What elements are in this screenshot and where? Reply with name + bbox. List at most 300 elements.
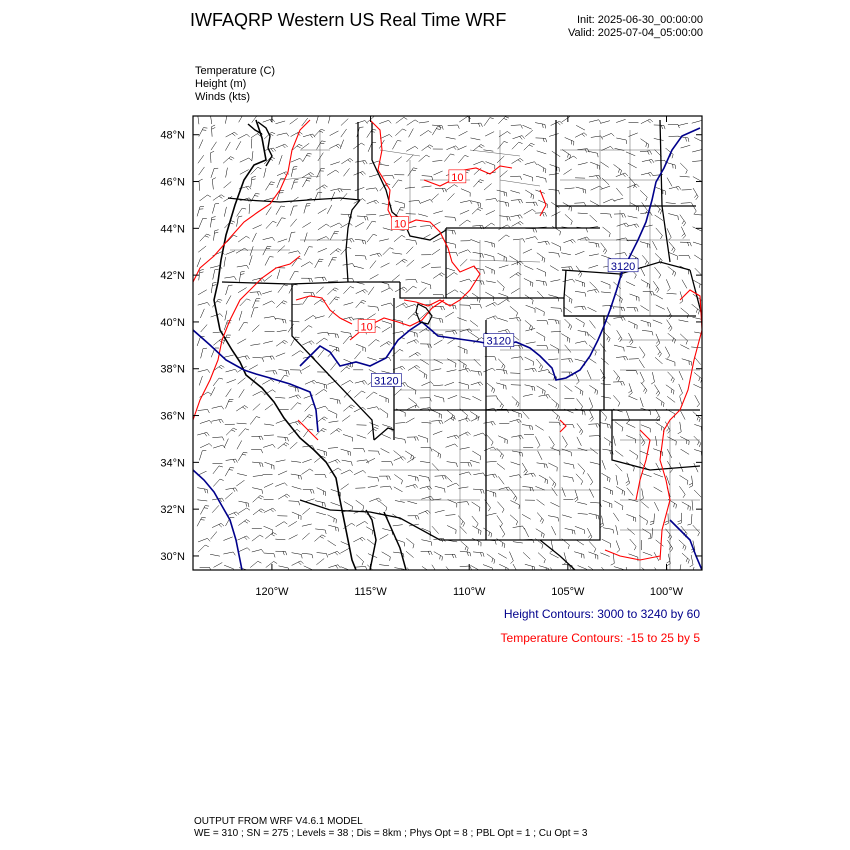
wind-barb — [382, 552, 391, 557]
wind-barb — [250, 417, 256, 425]
wind-barb — [341, 365, 348, 372]
wind-barb — [589, 513, 599, 515]
wind-barb-flag — [441, 306, 443, 310]
wind-barb — [278, 471, 287, 475]
wind-barb-flag — [313, 315, 316, 317]
wind-barb-flag — [532, 386, 533, 390]
wind-barb — [461, 189, 470, 193]
wind-barb-flag — [232, 133, 235, 136]
wind-barb — [238, 236, 246, 242]
wind-barb — [393, 525, 403, 526]
wind-barb — [551, 243, 560, 247]
wind-barb — [199, 451, 202, 461]
wind-barb — [330, 398, 340, 400]
wind-barb — [483, 150, 493, 151]
wind-barb-flag — [466, 365, 467, 369]
wind-barb-flag — [531, 474, 533, 477]
wind-barb — [433, 238, 442, 242]
wind-barb-flag — [285, 319, 286, 323]
wind-barb-flag — [325, 277, 327, 281]
wind-barb — [511, 462, 520, 465]
wind-barb — [224, 257, 226, 267]
wind-barb — [446, 444, 455, 447]
wind-barb — [353, 318, 363, 319]
wind-barb-flag — [387, 414, 388, 418]
wind-barb — [460, 259, 467, 266]
wind-barb-flag — [558, 320, 559, 324]
wind-barb-flag — [470, 463, 471, 467]
wind-barb — [470, 411, 478, 416]
wind-barb — [239, 501, 249, 503]
wind-barb — [513, 239, 523, 240]
wind-barb — [535, 307, 544, 311]
wind-barb-flag — [351, 317, 353, 320]
wind-barb-flag — [672, 154, 673, 158]
wind-barb — [537, 151, 547, 154]
wind-barb-flag — [636, 184, 639, 187]
wind-barb-flag — [521, 357, 523, 360]
wind-barb-flag — [686, 341, 687, 345]
wind-barb-flag — [611, 563, 615, 565]
wind-barb-flag — [699, 443, 701, 447]
wind-barb — [513, 564, 518, 573]
wind-barb-flag — [324, 389, 327, 391]
wind-barb-flag — [508, 329, 510, 332]
wind-barb-flag — [541, 533, 542, 537]
wind-barb — [239, 322, 244, 331]
wind-barb — [692, 476, 693, 486]
wind-barb — [656, 463, 661, 472]
wind-barb-flag — [586, 228, 587, 232]
wind-barb — [199, 376, 202, 385]
wind-barb-flag — [247, 508, 250, 510]
wind-barb — [589, 436, 599, 437]
wind-barb — [578, 213, 588, 214]
wind-barb — [669, 242, 675, 250]
wind-barb-flag — [518, 403, 520, 407]
wind-barb — [369, 174, 379, 177]
wind-barb — [225, 493, 232, 500]
wind-barb — [525, 357, 534, 362]
lat-tick-label: 32°N — [160, 504, 185, 517]
wind-barb — [654, 267, 660, 275]
wind-barb — [497, 448, 504, 455]
wind-barb — [406, 146, 415, 151]
wind-barb — [473, 252, 483, 254]
wind-barb — [422, 566, 430, 572]
wind-barb — [277, 330, 287, 332]
wind-barb-flag — [645, 261, 647, 265]
wind-barb-flag — [621, 317, 623, 320]
wind-barb — [524, 143, 531, 150]
wind-barb-flag — [469, 329, 471, 332]
wind-barb-flag — [211, 219, 215, 220]
wind-barb — [314, 299, 322, 305]
wind-barb — [316, 559, 324, 565]
wind-barb-flag — [612, 305, 614, 309]
wind-barb-flag — [516, 274, 519, 276]
wind-barb — [694, 214, 704, 215]
wind-barb — [263, 341, 273, 343]
wind-barb-flag — [441, 273, 444, 275]
wind-barb — [691, 514, 692, 524]
wind-barb — [578, 331, 588, 333]
wind-barb — [200, 444, 209, 448]
wind-barb — [589, 120, 599, 122]
wind-barb — [483, 565, 492, 568]
wind-barb-flag — [273, 356, 275, 360]
wind-barb — [679, 540, 686, 547]
wind-barb-flag — [540, 518, 542, 522]
wind-barb — [550, 164, 559, 167]
wind-barb — [640, 306, 648, 311]
wind-barb-flag — [492, 558, 493, 562]
wind-barb-flag — [207, 302, 209, 305]
wind-barb — [484, 184, 492, 190]
wind-barb — [681, 203, 691, 204]
wind-barb — [327, 515, 336, 520]
wind-barb — [694, 255, 702, 260]
wind-barb-flag — [362, 561, 364, 565]
wind-barb-flag — [400, 367, 403, 370]
wind-barb — [537, 320, 547, 321]
wind-barb — [213, 445, 223, 448]
wind-barb-flag — [520, 136, 523, 139]
wind-barb-flag — [402, 304, 405, 307]
wind-barb — [642, 473, 651, 476]
wind-barb — [668, 214, 678, 217]
wind-barb-flag — [569, 298, 570, 302]
wind-barb — [291, 167, 293, 177]
wind-barb-flag — [489, 532, 490, 536]
wind-barb — [457, 502, 467, 503]
wind-barb-flag — [618, 337, 620, 340]
wind-barb-flag — [596, 424, 598, 428]
wind-barb-flag — [658, 575, 660, 578]
wind-barb-flag — [624, 347, 625, 351]
wind-barb — [210, 153, 211, 163]
wind-barb — [226, 285, 229, 295]
wind-barb — [588, 242, 598, 244]
wind-barb-flag — [405, 439, 406, 443]
wind-barb — [292, 553, 302, 555]
wind-barb — [590, 201, 599, 206]
wind-barb-flag — [299, 501, 300, 505]
wind-barb-flag — [648, 144, 649, 148]
wind-barb-flag — [440, 319, 441, 323]
wind-barb-flag — [213, 282, 217, 283]
wind-barb-flag — [288, 371, 289, 375]
wind-barb-flag — [246, 503, 247, 507]
wind-barb — [418, 435, 428, 438]
wind-barb-flag — [533, 229, 534, 233]
wind-barb-flag — [362, 240, 363, 244]
wind-barb-flag — [666, 428, 669, 431]
wind-barb-flag — [573, 478, 574, 482]
wind-barb — [680, 215, 686, 223]
wind-barb — [472, 516, 478, 524]
wind-barb — [225, 488, 235, 490]
wind-barb-flag — [505, 330, 507, 333]
wind-barb — [485, 266, 494, 270]
wind-barb — [549, 189, 559, 190]
wind-barb — [289, 535, 298, 540]
wind-barb — [367, 539, 375, 545]
wind-barb-flag — [210, 112, 213, 114]
lat-tick-label: 30°N — [160, 550, 185, 563]
wind-barb — [432, 125, 442, 126]
wind-barb — [656, 422, 664, 427]
wind-barb-flag — [246, 520, 249, 522]
wind-barb — [444, 154, 450, 162]
wind-barb — [422, 176, 432, 177]
wind-barb-flag — [546, 464, 547, 468]
wind-barb — [551, 331, 561, 332]
wind-barb — [327, 170, 335, 175]
wind-barb-flag — [377, 326, 381, 328]
wind-barb — [210, 532, 216, 540]
wind-barb — [446, 185, 454, 191]
wind-barb — [328, 281, 338, 282]
wind-barb-flag — [212, 128, 216, 130]
wind-barb-flag — [389, 120, 392, 123]
wind-barb — [302, 459, 311, 462]
wind-barb-flag — [389, 134, 392, 137]
wind-barb — [382, 425, 392, 428]
wind-barb — [474, 433, 483, 436]
wind-barb — [667, 307, 672, 316]
wind-barb-flag — [689, 483, 693, 485]
wind-barb — [237, 423, 247, 424]
wind-barb — [354, 266, 364, 268]
wind-barb-flag — [233, 428, 237, 430]
wind-barb-flag — [545, 479, 546, 483]
wind-barb-flag — [415, 354, 418, 357]
wind-barb-flag — [334, 299, 338, 300]
wind-barb-flag — [313, 293, 314, 297]
wind-barb — [617, 330, 622, 338]
wind-barb-flag — [322, 277, 324, 281]
wind-barb — [226, 428, 233, 435]
wind-barb-flag — [252, 176, 256, 177]
wind-barb — [394, 451, 402, 457]
wind-barb — [548, 384, 557, 389]
wind-barb-flag — [558, 517, 559, 521]
wind-barb — [602, 449, 612, 450]
wind-barb — [276, 301, 283, 308]
wind-barb-flag — [533, 195, 534, 199]
wind-barb-flag — [309, 278, 310, 282]
wind-barb-flag — [500, 453, 502, 457]
wind-barb — [251, 308, 254, 318]
wind-barb-flag — [275, 371, 277, 375]
wind-barb — [236, 480, 244, 486]
wind-barb — [679, 475, 687, 480]
wind-barb — [498, 141, 504, 149]
wind-barb — [275, 121, 285, 124]
wind-barb-flag — [325, 406, 328, 409]
wind-barb — [470, 460, 480, 463]
wind-barb-flag — [672, 247, 674, 251]
wind-barb-flag — [398, 180, 402, 181]
wind-barb-flag — [428, 130, 431, 132]
wind-barb — [227, 379, 236, 383]
wind-barb-flag — [650, 119, 653, 122]
wind-barb — [200, 420, 209, 423]
wind-barb — [288, 521, 296, 526]
wind-barb-flag — [532, 426, 533, 430]
wind-barb-flag — [650, 212, 652, 215]
wind-barb — [512, 221, 521, 226]
wind-barb — [211, 142, 217, 150]
wind-barb — [680, 334, 687, 341]
wind-barb-flag — [231, 430, 235, 432]
wind-barb-flag — [417, 365, 420, 367]
wind-barb-flag — [679, 186, 681, 189]
wind-barb-flag — [350, 158, 353, 160]
wind-barb-flag — [698, 533, 700, 537]
wind-barb — [522, 463, 527, 472]
wind-barb — [420, 225, 430, 226]
wind-barb-flag — [217, 301, 221, 302]
wind-barb — [445, 382, 454, 385]
wind-barb — [575, 133, 584, 138]
wind-barb — [551, 526, 555, 535]
wind-barb — [433, 211, 443, 214]
wind-barb — [578, 448, 588, 451]
wind-barb-flag — [261, 449, 263, 453]
wind-barb — [680, 345, 689, 350]
wind-barb — [524, 528, 528, 537]
wind-barb — [238, 134, 247, 139]
wind-barb — [680, 163, 687, 170]
wind-barb-flag — [611, 133, 614, 136]
wind-barb — [694, 463, 698, 472]
wind-barb-flag — [689, 255, 691, 259]
wind-barb-flag — [300, 158, 303, 161]
wind-barb — [565, 214, 572, 221]
wind-barb-flag — [379, 498, 382, 501]
wind-barb — [197, 258, 201, 267]
wind-barb — [548, 319, 558, 320]
wind-barb-flag — [215, 269, 219, 270]
wind-barb — [252, 151, 253, 161]
wind-barb — [238, 288, 247, 293]
wind-barb-flag — [690, 565, 693, 567]
wind-barb — [473, 180, 480, 188]
wind-barb-flag — [411, 455, 412, 459]
wind-barb — [512, 396, 519, 403]
wind-barb — [473, 489, 483, 490]
wind-barb — [409, 352, 418, 357]
wind-barb-flag — [516, 402, 518, 406]
wind-barb — [392, 141, 397, 150]
wind-barb — [342, 415, 350, 421]
wind-barb-flag — [272, 119, 275, 122]
wind-barb-flag — [574, 156, 577, 159]
wind-barb-flag — [508, 487, 510, 490]
wind-barb-flag — [613, 529, 614, 533]
wind-barb-flag — [607, 337, 609, 341]
wind-barb-flag — [207, 234, 211, 235]
wind-barb — [654, 502, 658, 511]
wind-barb-flag — [205, 545, 209, 547]
wind-barb — [601, 292, 611, 293]
wind-barb-flag — [544, 259, 545, 263]
wind-barb — [431, 369, 441, 371]
wind-barb — [641, 320, 651, 323]
wind-barb — [525, 564, 535, 567]
wind-barb — [485, 474, 495, 476]
wind-barb — [524, 278, 533, 282]
wind-barb-flag — [478, 383, 481, 386]
wind-barb-flag — [585, 332, 586, 336]
wind-barb-flag — [261, 509, 264, 511]
wind-barb — [536, 280, 546, 282]
wind-barb — [626, 435, 635, 439]
wind-barb — [498, 476, 504, 484]
wind-barb — [500, 171, 508, 177]
wind-barb — [276, 420, 285, 423]
wind-barb — [318, 208, 327, 213]
wind-barb-flag — [438, 453, 439, 457]
wind-barb-flag — [529, 325, 530, 329]
wind-barb-flag — [582, 306, 584, 310]
wind-barb — [289, 232, 292, 242]
wind-barb — [510, 306, 518, 312]
wind-barb-flag — [337, 551, 340, 554]
wind-barb-flag — [542, 390, 543, 394]
wind-barb-flag — [610, 146, 613, 149]
wind-barb-flag — [274, 561, 277, 563]
wind-barb — [304, 566, 313, 570]
wind-barb — [472, 207, 479, 214]
wind-barb — [409, 200, 419, 201]
wind-barb-flag — [234, 513, 237, 516]
wind-barb — [552, 410, 560, 416]
wind-barb — [392, 275, 400, 281]
wind-barb-flag — [595, 389, 596, 393]
wind-barb-flag — [521, 199, 523, 203]
wind-barb — [395, 438, 405, 440]
wind-barb — [197, 500, 207, 501]
wind-barb-flag — [661, 427, 662, 431]
wind-barb-flag — [516, 521, 517, 525]
wind-barb — [408, 312, 415, 319]
wind-barb-flag — [686, 170, 688, 174]
wind-barb — [693, 227, 702, 231]
wind-barb-flag — [573, 465, 574, 469]
wind-barb-flag — [416, 340, 419, 343]
wind-barb — [458, 155, 464, 163]
wind-barb-flag — [634, 308, 635, 312]
wind-barb-flag — [322, 141, 326, 142]
wind-barb — [656, 187, 665, 190]
wind-barb — [550, 280, 560, 282]
wind-barb-flag — [670, 328, 672, 331]
wind-barb-flag — [413, 168, 417, 169]
wind-barb-flag — [657, 289, 659, 292]
wind-barb-flag — [403, 457, 406, 460]
wind-barb — [510, 272, 518, 278]
wind-barb-flag — [478, 372, 479, 376]
wind-barb — [523, 552, 530, 559]
wind-barb-flag — [247, 548, 250, 551]
wind-barb — [693, 177, 702, 182]
wind-barb-flag — [479, 507, 480, 511]
wind-barb — [525, 190, 533, 195]
wind-barb — [211, 127, 212, 137]
